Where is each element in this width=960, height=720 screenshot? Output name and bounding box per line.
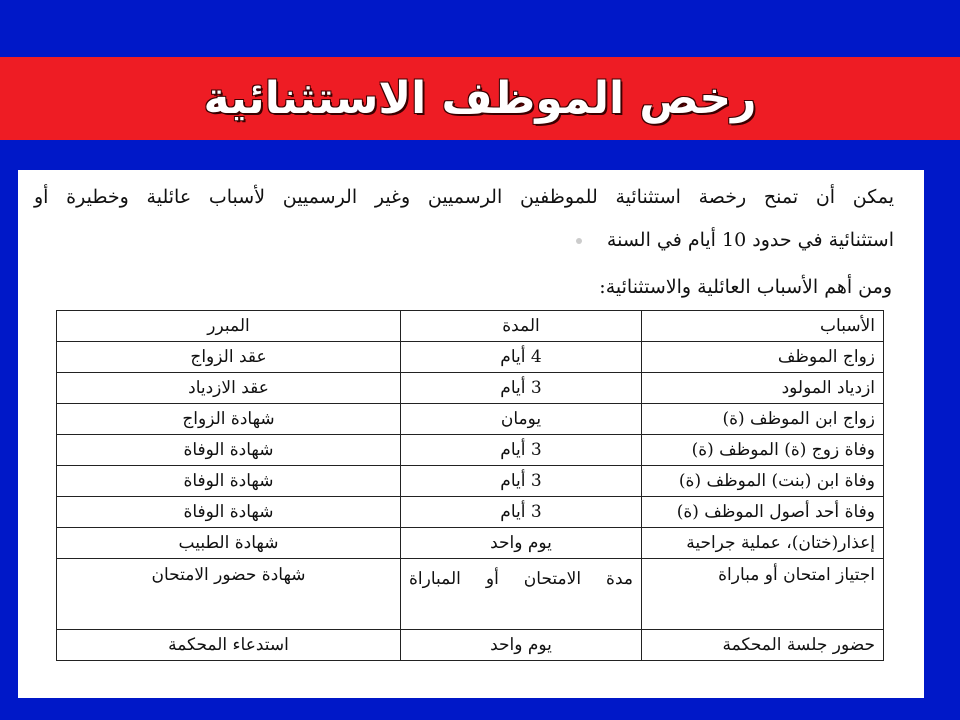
cell-proof: شهادة الطبيب (57, 528, 401, 559)
table-row (57, 497, 884, 528)
cell-proof: شهادة الزواج (57, 404, 401, 435)
table-row (57, 466, 884, 497)
header-reasons: الأسباب (642, 311, 884, 342)
table-header-row (57, 311, 884, 342)
table-row (57, 342, 884, 373)
cell-proof: شهادة الوفاة (57, 435, 401, 466)
table-row (57, 404, 884, 435)
cell-proof: شهادة الوفاة (57, 497, 401, 528)
intro-line-1: يمكن أن تمنح رخصة استثنائية للموظفين الرسميين وغير الرسميين لأسباب عائلية وخطيرة أو (34, 186, 894, 208)
cell-reason: زواج ابن الموظف (ة) (642, 404, 884, 435)
scan-artifact (576, 238, 582, 244)
header-duration: المدة (401, 311, 642, 342)
leave-table (56, 310, 884, 661)
cell-reason: وفاة أحد أصول الموظف (ة) (642, 497, 884, 528)
cell-duration: يوم واحد (401, 528, 642, 559)
cell-proof: استدعاء المحكمة (57, 630, 401, 661)
cell-reason: وفاة ابن (بنت) الموظف (ة) (642, 466, 884, 497)
cell-reason: ازدياد المولود (642, 373, 884, 404)
cell-proof: عقد الازدياد (57, 373, 401, 404)
cell-reason: زواج الموظف (642, 342, 884, 373)
cell-reason: وفاة زوج (ة) الموظف (ة) (642, 435, 884, 466)
cell-proof: عقد الزواج (57, 342, 401, 373)
table-row (57, 630, 884, 661)
intro-line-2: استثنائية في حدود 10 أيام في السنة (606, 229, 894, 251)
cell-proof: شهادة حضور الامتحان (57, 559, 401, 630)
cell-reason: اجتياز امتحان أو مباراة (642, 559, 884, 630)
header-proof: المبرر (57, 311, 401, 342)
cell-reason: حضور جلسة المحكمة (642, 630, 884, 661)
cell-duration: يومان (401, 404, 642, 435)
table-row (57, 373, 884, 404)
cell-duration: 3 أيام (401, 373, 642, 404)
table-row (57, 528, 884, 559)
cell-proof: شهادة الوفاة (57, 466, 401, 497)
table-row (57, 559, 884, 630)
cell-duration: مدة الامتحان أو المباراة (401, 559, 642, 630)
intro-line-3: ومن أهم الأسباب العائلية والاستثنائية: (599, 276, 892, 298)
cell-duration: 3 أيام (401, 466, 642, 497)
cell-reason: إعذار(ختان)، عملية جراحية (642, 528, 884, 559)
page-title: رخص الموظف الاستثنائية (203, 73, 757, 124)
cell-duration: 3 أيام (401, 435, 642, 466)
title-banner (0, 57, 960, 140)
table-row (57, 435, 884, 466)
cell-duration: 3 أيام (401, 497, 642, 528)
document-panel (18, 170, 924, 698)
cell-duration: يوم واحد (401, 630, 642, 661)
cell-duration: 4 أيام (401, 342, 642, 373)
